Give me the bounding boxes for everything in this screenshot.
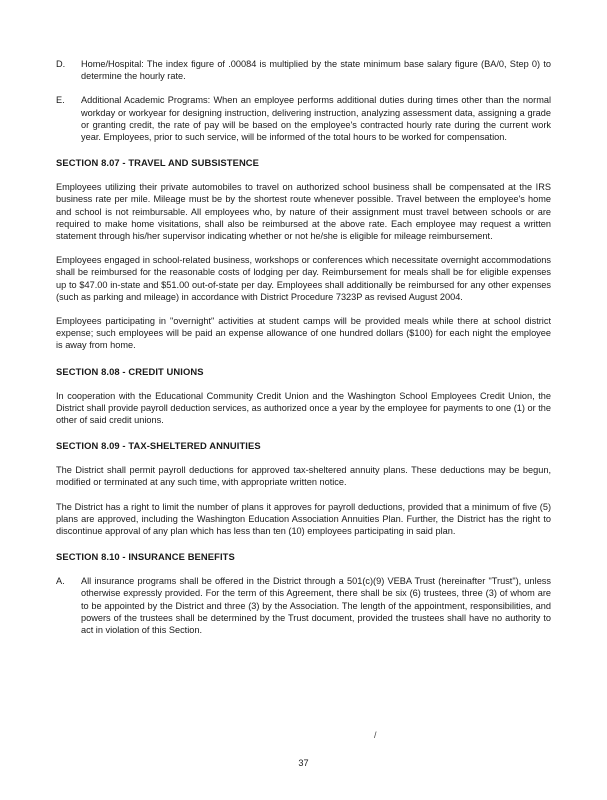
item-text: All insurance programs shall be offered in the District through a 501(c)(9) VEBA Trust (hereinafter "Trust"), unless otherwise expressly provided. For the term of this Agreement, there shall be six (6) trustees, three (3) of whom are to be appointed by the District and three (3) by the Association. The length of the appointment, responsibilities, and powers of the trustees shall be determined by the Trust document, provided the trustees shall have no authority to act in violation of this Section. [81,576,551,636]
item-text: Additional Academic Programs: When an employee performs additional duties during times other than the normal workday or workyear for designing instruction, delivering instruction, analyzing assessment data, assigning a grade or granting credit, the rate of pay will be based on the employee's contracted hourly rate during the current work year. Employees, prior to such service, will be informed of the total hours to be worked for compensation. [81,95,551,143]
list-item-a [56,575,551,636]
list-item-d [56,58,551,82]
paragraph: In cooperation with the Educational Community Credit Union and the Washington School Employees Credit Union, the District shall provide payroll deduction services, as authorized once a year by the employee for payments to one (1) or the other of said credit unions. [56,390,551,426]
list-item-e [56,94,551,143]
item-label: E. [56,95,65,106]
item-label: D. [56,59,66,69]
paragraph: Employees engaged in school-related business, workshops or conferences which necessitate overnight accommodations shall be reimbursed for the reasonable costs of lodging per day. Reimbursement for meals shall be for eligible expenses up to $47.00 in-state and $51.00 out-of-state per day. Employees shall additionally be reimbursed for any other expenses (such as parking and mileage) in accordance with District Procedure 7323P as revised August 2004. [56,255,551,302]
section-heading-8-09: SECTION 8.09 - TAX-SHELTERED ANNUITIES [56,440,261,452]
section-heading-8-10: SECTION 8.10 - INSURANCE BENEFITS [56,551,235,563]
section-heading-8-08: SECTION 8.08 - CREDIT UNIONS [56,365,204,377]
paragraph: Employees participating in "overnight" activities at student camps will be provided meals while there at school district expense; such employees will be paid an expense allowance of one hundred dollars ($100) for each night the employee is away from home. [56,316,551,351]
paragraph: The District shall permit payroll deductions for approved tax-sheltered annuity plans. These deductions may be begun, modified or terminated at any such time, with appropriate written notice. [56,465,551,488]
paragraph: The District has a right to limit the number of plans it approves for payroll deductions, provided that a minimum of five (5) plans are approved, including the Washington Education Association Annuities Plan. Further, the District has the right to discontinue approval of any plan which has less than ten (10) employees participating in said plan. [56,501,551,537]
stray-mark: / [374,730,377,740]
paragraph: Employees utilizing their private automobiles to travel on authorized school business shall be compensated at the IRS business rate per mile. Mileage must be by the shortest route whenever possible. Travel between the employee's home and school is not reimbursable. All employees who, by nature of their assignment must travel between schools or are required to make home visitations, shall also be reimbursed at the above rate. Each employee may request a written statement through his/her supervisor indicating whether or not he/she is eligible for mileage reimbursement. [56,182,551,242]
item-label: A. [56,576,65,587]
item-text: Home/Hospital: The index figure of .00084 is multiplied by the state minimum base salary figure (BA/0, Step 0) to determine the hourly rate. [81,59,551,82]
section-heading-8-07: SECTION 8.07 - TRAVEL AND SUBSISTENCE [56,157,260,169]
page-number: 37 [298,758,309,768]
